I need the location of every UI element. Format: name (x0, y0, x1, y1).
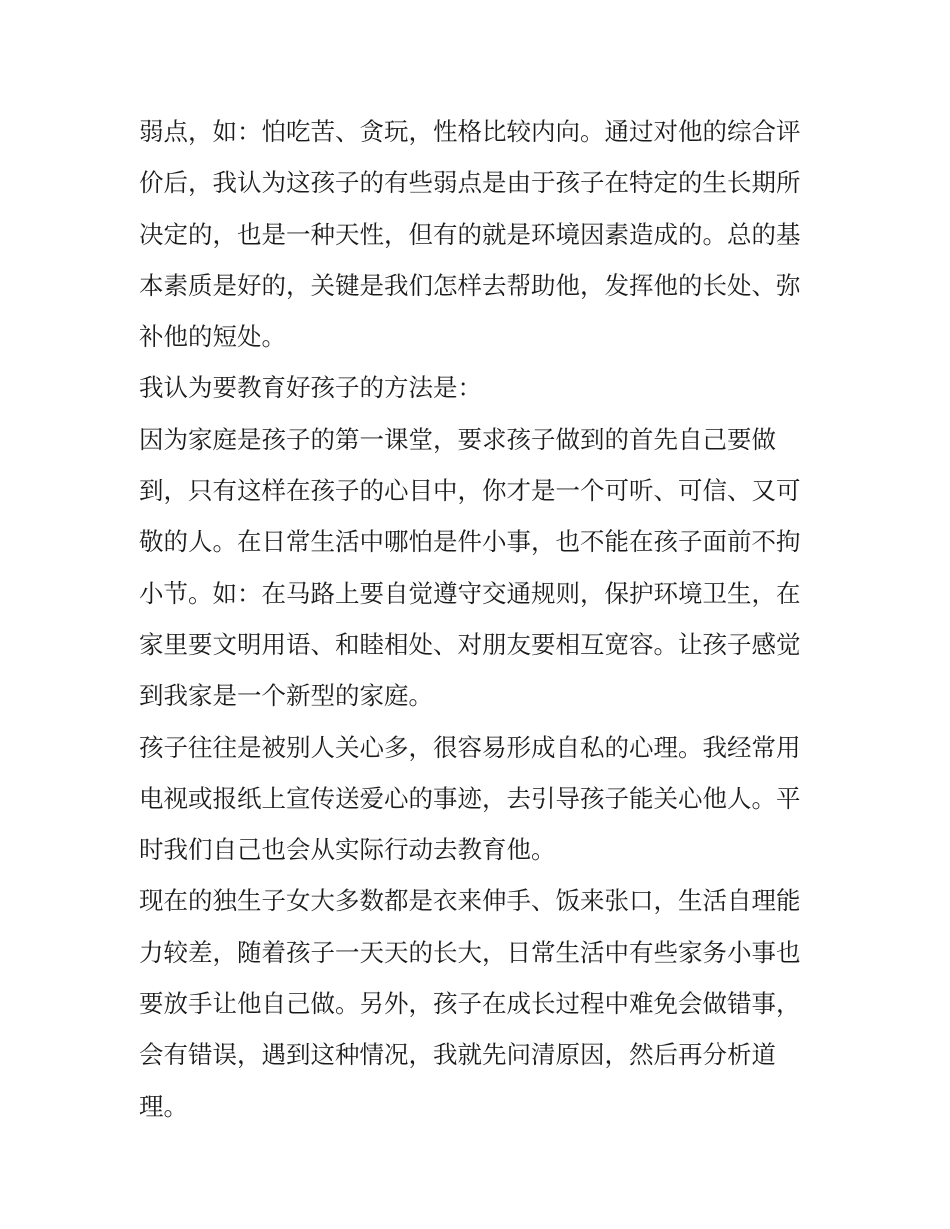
text-line: 会有错误，遇到这种情况，我就先问清原因，然后再分析道 (139, 1040, 776, 1070)
text-line: 我认为要教育好孩子的方法是： (139, 373, 482, 403)
paragraph-weaknesses (139, 106, 819, 362)
text-line: 补他的短处。 (139, 322, 286, 352)
text-line: 决定的，也是一种天性，但有的就是环境因素造成的。总的基 (139, 219, 801, 249)
text-line: 现在的独生子女大多数都是衣来伸手、饭来张口，生活自理能 (139, 886, 801, 916)
text-line: 力较差，随着孩子一天天的长大，日常生活中有些家务小事也 (139, 937, 801, 967)
text-line: 到，只有这样在孩子的心目中，你才是一个可听、可信、又可 (139, 476, 801, 506)
text-line: 小节。如：在马路上要自觉遵守交通规则，保护环境卫生，在 (139, 578, 801, 608)
text-line: 因为家庭是孩子的第一课堂，要求孩子做到的首先自己要做 (139, 424, 776, 454)
paragraph-family-classroom (139, 414, 819, 722)
document-body (139, 106, 819, 1132)
text-line: 要放手让他自己做。另外，孩子在成长过程中难免会做错事， (139, 989, 801, 1019)
paragraph-self-reliance (139, 875, 819, 1131)
paragraph-methods-intro (139, 362, 819, 413)
text-line: 理。 (139, 1091, 188, 1121)
text-line: 价后，我认为这孩子的有些弱点是由于孩子在特定的生长期所 (139, 168, 801, 198)
text-line: 到我家是一个新型的家庭。 (139, 681, 433, 711)
text-line: 家里要文明用语、和睦相处、对朋友要相互宽容。让孩子感觉 (139, 629, 801, 659)
text-line: 本素质是好的，关键是我们怎样去帮助他，发挥他的长处、弥 (139, 270, 801, 300)
paragraph-caring-for-others (139, 722, 819, 876)
text-line: 孩子往往是被别人关心多，很容易形成自私的心理。我经常用 (139, 732, 801, 762)
text-line: 弱点，如：怕吃苦、贪玩，性格比较内向。通过对他的综合评 (139, 117, 801, 146)
text-line: 电视或报纸上宣传送爱心的事迹，去引导孩子能关心他人。平 (139, 783, 801, 813)
text-line: 时我们自己也会从实际行动去教育他。 (139, 835, 556, 865)
text-line: 敬的人。在日常生活中哪怕是件小事，也不能在孩子面前不拘 (139, 527, 801, 557)
